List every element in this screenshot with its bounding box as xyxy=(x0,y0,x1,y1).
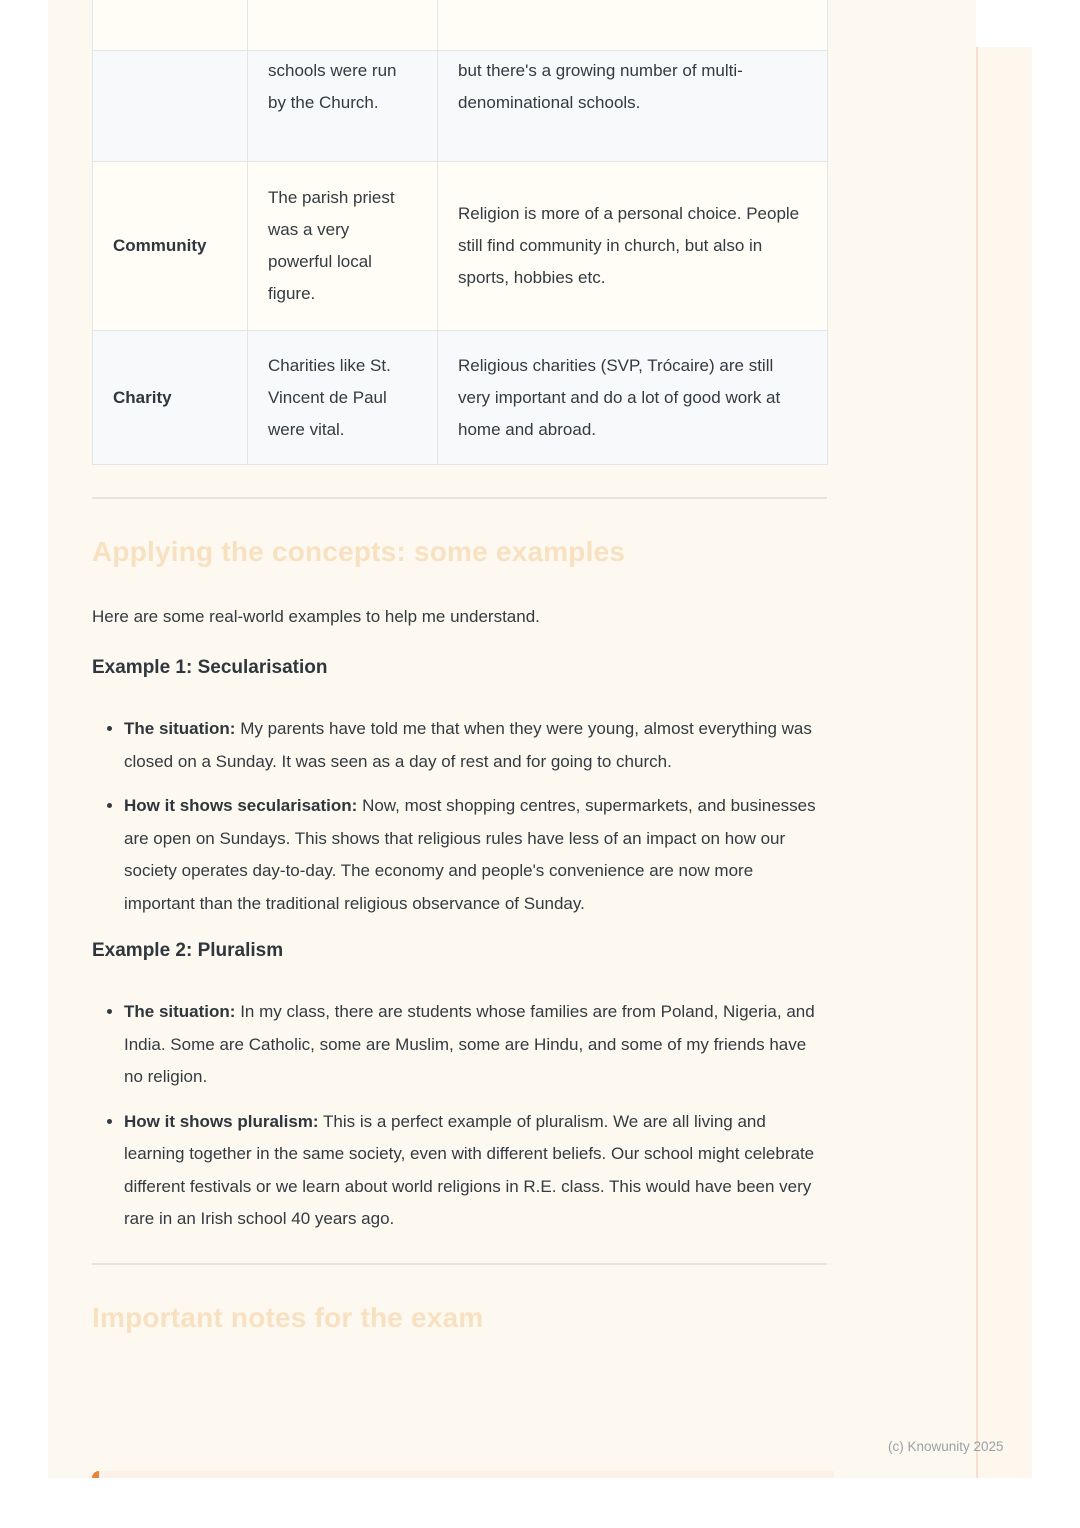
copyright-watermark: (c) Knowunity 2025 xyxy=(888,1439,1004,1454)
table-cell-past: Charities like St. Vincent de Paul were vital. xyxy=(248,331,438,465)
example-2-bullets xyxy=(92,996,827,1236)
bullet-item xyxy=(124,1106,827,1236)
section-heading-applying: Applying the concepts: some examples xyxy=(92,536,626,567)
page-content xyxy=(92,0,827,1335)
table-cell-past: schools were run by the Church. xyxy=(248,51,438,162)
bullet-label: The situation: xyxy=(124,1002,236,1021)
table-cell-aspect: Community xyxy=(93,162,248,331)
example-1-title: Example 1: Secularisation xyxy=(92,657,328,678)
bullet-text: Now, most shopping centres, supermarkets, and businesses are open on Sundays. This shows that religious rules have less of an impact on how our society operates day-to-day. The economy and people's convenience are now more important than the traditional religious observance of Sunday. xyxy=(124,796,816,913)
table-cell xyxy=(438,0,828,51)
bullet-item xyxy=(124,790,827,920)
bullet-text: In my class, there are students whose families are from Poland, Nigeria, and India. Some are Catholic, some are Muslim, some are Hindu, and some of my friends have no religion. xyxy=(124,1002,815,1086)
page-corner-gap xyxy=(976,0,1032,47)
table-cell-today: but there's a growing number of multi-denominational schools. xyxy=(438,51,828,162)
table-cell-past: The parish priest was a very powerful local figure. xyxy=(248,162,438,331)
section-divider xyxy=(92,1263,827,1265)
document-page xyxy=(48,0,1032,1478)
intro-paragraph: Here are some real-world examples to help me understand. xyxy=(92,607,540,626)
bullet-label: How it shows secularisation: xyxy=(124,796,358,815)
callout-box-cutoff xyxy=(92,1471,834,1478)
bullet-label: How it shows pluralism: xyxy=(124,1111,319,1131)
bullet-text: My parents have told me that when they were young, almost everything was closed on a Sunday. It was seen as a day of rest and for going to church. xyxy=(124,719,812,771)
bullet-text: This is a perfect example of pluralism. We are all living and learning together in the same society, even with different beliefs. Our school might celebrate different festivals or we learn about world religions in R.E. class. This would have been very rare in an Irish school 40 years ago. xyxy=(124,1111,815,1228)
comparison-table xyxy=(92,0,828,465)
table-cell-aspect: Charity xyxy=(93,331,248,465)
bullet-item xyxy=(124,713,827,778)
table-cell xyxy=(93,0,248,51)
table-row xyxy=(93,51,828,162)
page-edge-strip xyxy=(976,47,1032,1478)
bullet-label: The situation: xyxy=(124,719,236,738)
table-cell xyxy=(248,0,438,51)
table-cell-today: Religious charities (SVP, Trócaire) are still very important and do a lot of good work at home and abroad. xyxy=(438,331,828,465)
example-1-bullets xyxy=(92,713,827,920)
table-row xyxy=(93,331,828,465)
bullet-item xyxy=(124,996,827,1094)
example-2-title: Example 2: Pluralism xyxy=(92,940,284,961)
table-cell-aspect xyxy=(93,51,248,162)
section-divider xyxy=(92,497,827,499)
section-heading-exam: Important notes for the exam xyxy=(92,1301,484,1333)
table-row xyxy=(93,162,828,331)
table-row-cutoff xyxy=(93,0,828,51)
table-cell-today: Religion is more of a personal choice. People still find community in church, but also in sports, hobbies etc. xyxy=(438,162,828,331)
